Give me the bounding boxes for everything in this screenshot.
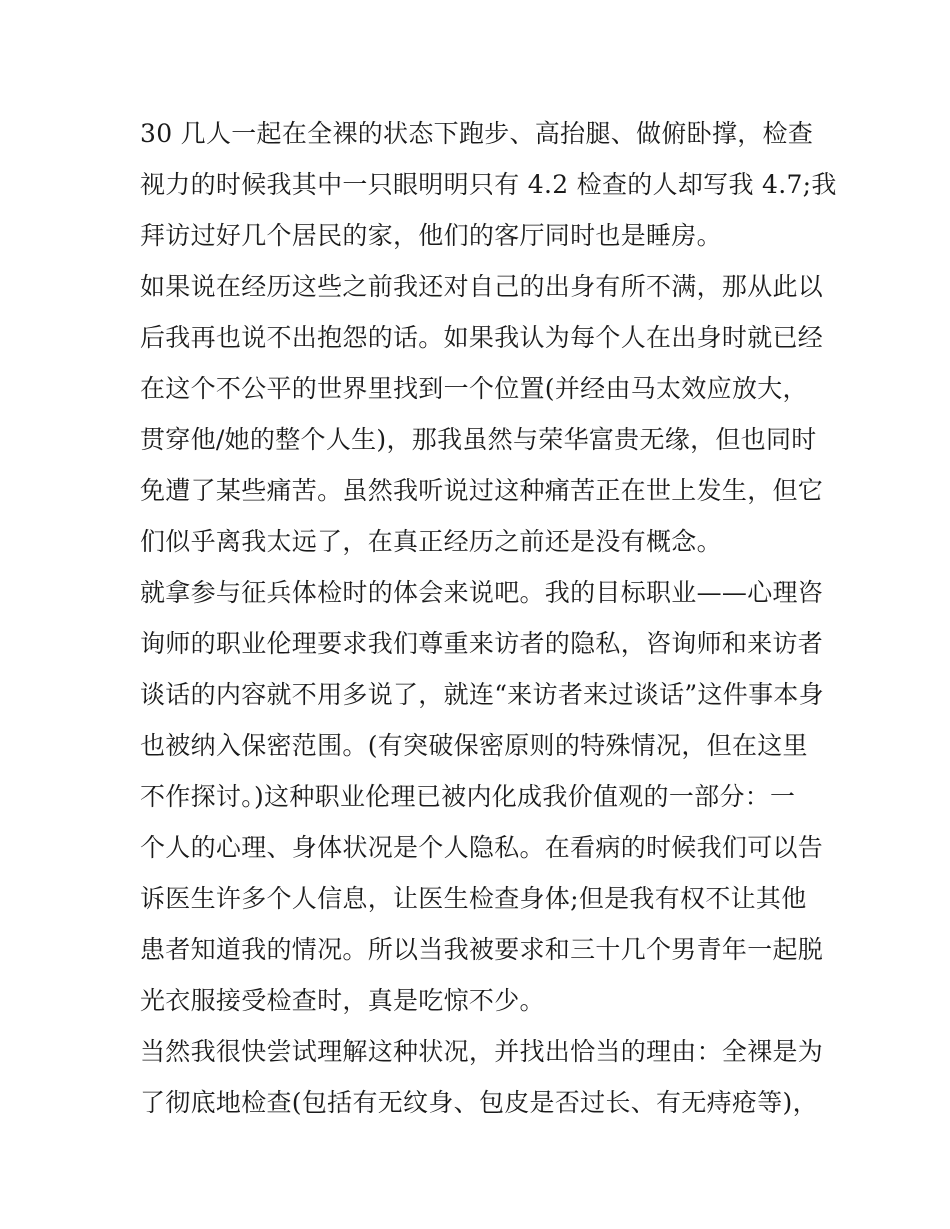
text-line: 拜访过好几个居民的家，他们的客厅同时也是睡房。: [140, 221, 722, 250]
text-line: 光衣服接受检查时，真是吃惊不少。: [140, 986, 545, 1015]
text-line: 视力的时候我其中一只眼明明只有 4.2 检查的人却写我 4.7;我: [140, 170, 837, 199]
text-line: 们似乎离我太远了，在真正经历之前还是没有概念。: [140, 527, 722, 556]
text-line: 在这个不公平的世界里找到一个位置(并经由马太效应放大，: [140, 374, 808, 403]
body-text: [140, 108, 837, 1128]
text-line: 贯穿他/她的整个人生)，那我虽然与荣华富贵无缘，但也同时: [140, 425, 817, 454]
text-line: 后我再也说不出抱怨的话。如果我认为每个人在出身时就已经: [140, 323, 824, 352]
text-line: 不作探讨。)这种职业伦理已被内化成我价值观的一部分：一: [140, 782, 796, 811]
text-line: 了彻底地检查(包括有无纹身、包皮是否过长、有无痔疮等)，: [140, 1088, 818, 1117]
text-line: 询师的职业伦理要求我们尊重来访者的隐私，咨询师和来访者: [140, 629, 824, 658]
text-line: 患者知道我的情况。所以当我被要求和三十几个男青年一起脱: [140, 935, 824, 964]
text-line: 30 几人一起在全裸的状态下跑步、高抬腿、做俯卧撑，检查: [140, 119, 814, 148]
text-line: 也被纳入保密范围。(有突破保密原则的特殊情况，但在这里: [140, 731, 808, 760]
text-line: 个人的心理、身体状况是个人隐私。在看病的时候我们可以告: [140, 833, 824, 862]
text-line: 免遭了某些痛苦。虽然我听说过这种痛苦正在世上发生，但它: [140, 476, 824, 505]
text-line: 如果说在经历这些之前我还对自己的出身有所不满，那从此以: [140, 272, 824, 301]
text-line: 谈话的内容就不用多说了，就连“来访者来过谈话”这件事本身: [140, 680, 824, 709]
text-line: 就拿参与征兵体检时的体会来说吧。我的目标职业——心理咨: [140, 578, 824, 607]
text-line: 当然我很快尝试理解这种状况，并找出恰当的理由：全裸是为: [140, 1037, 824, 1066]
text-line: 诉医生许多个人信息，让医生检查身体;但是我有权不让其他: [140, 884, 807, 913]
